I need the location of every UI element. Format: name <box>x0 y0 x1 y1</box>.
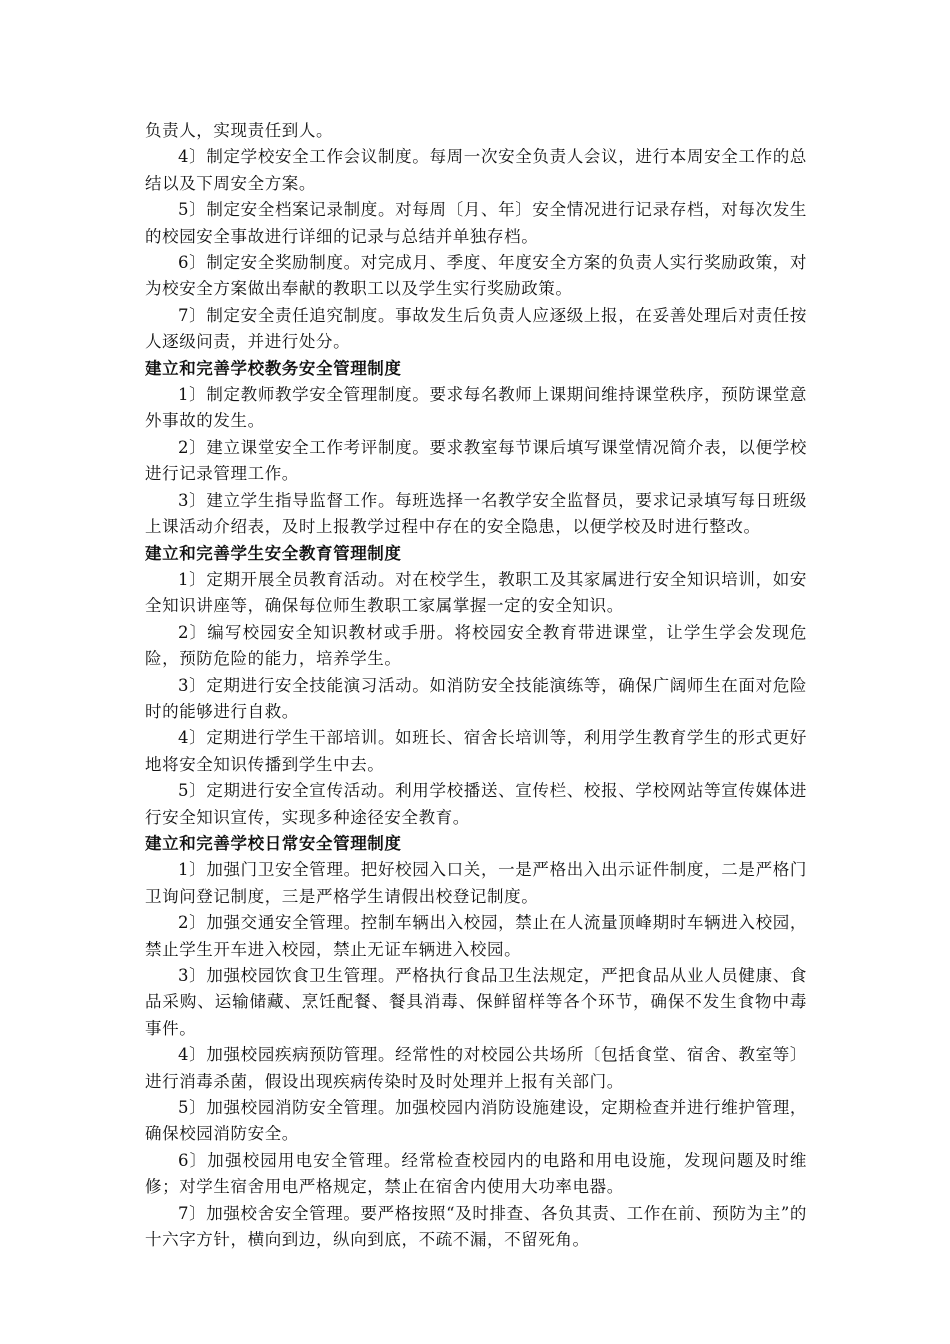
list-item: 2〕加强交通安全管理。控制车辆出入校园，禁止在人流量顶峰期时车辆进入校园，禁止学生开车进入校园，禁止无证车辆进入校园。 <box>145 913 807 959</box>
list-item: 1〕定期开展全员教育活动。对在校学生，教职工及其家属进行安全知识培训，如安全知识讲座等，确保每位师生教职工家属掌握一定的安全知识。 <box>145 569 807 616</box>
list-item: 5〕制定安全档案记录制度。对每周〔月、年〕安全情况进行记录存档，对每次发生的校园安全事故进行详细的记录与总结并单独存档。 <box>145 200 807 246</box>
list-item: 4〕制定学校安全工作会议制度。每周一次安全负责人会议，进行本周安全工作的总结以及下周安全方案。 <box>145 147 807 193</box>
section-heading: 建立和完善学校日常安全管理制度 <box>145 833 402 853</box>
list-item: 3〕建立学生指导监督工作。每班选择一名教学安全监督员，要求记录填写每日班级上课活动介绍表，及时上报教学过程中存在的安全隐患，以便学校及时进行整改。 <box>145 490 807 537</box>
list-item: 1〕加强门卫安全管理。把好校园入口关，一是严格出入出示证件制度，二是严格门卫询问登记制度，三是严格学生请假出校登记制度。 <box>145 860 807 906</box>
document-page <box>145 118 807 1253</box>
list-item: 7〕加强校舍安全管理。要严格按照“及时排查、各负其责、工作在前、预防为主”的十六字方针，横向到边，纵向到底，不疏不漏，不留死角。 <box>145 1203 807 1250</box>
list-item: 4〕定期进行学生干部培训。如班长、宿舍长培训等，利用学生教育学生的形式更好地将安全知识传播到学生中去。 <box>145 728 807 774</box>
list-item: 2〕建立课堂安全工作考评制度。要求教室每节课后填写课堂情况简介表，以便学校进行记录管理工作。 <box>145 437 807 484</box>
list-item: 3〕加强校园饮食卫生管理。严格执行食品卫生法规定，严把食品从业人员健康、食品采购、运输储藏、烹饪配餐、餐具消毒、保鲜留样等各个环节，确保不发生食物中毒事件。 <box>145 966 807 1038</box>
paragraph-continuation: 负责人，实现责任到人。 <box>145 121 334 140</box>
list-item: 6〕加强校园用电安全管理。经常检查校园内的电路和用电设施，发现问题及时维修；对学生宿舍用电严格规定，禁止在宿舍内使用大功率电器。 <box>145 1150 807 1197</box>
list-item: 5〕加强校园消防安全管理。加强校园内消防设施建设，定期检查并进行维护管理，确保校园消防安全。 <box>145 1098 807 1144</box>
list-item: 4〕加强校园疾病预防管理。经常性的对校园公共场所〔包括食堂、宿舍、教室等〕进行消毒杀菌，假设出现疾病传染时及时处理并上报有关部门。 <box>145 1045 807 1091</box>
section-heading: 建立和完善学生安全教育管理制度 <box>145 543 402 563</box>
list-item: 3〕定期进行安全技能演习活动。如消防安全技能演练等，确保广阔师生在面对危险时的能够进行自救。 <box>145 675 807 721</box>
list-item: 5〕定期进行安全宣传活动。利用学校播送、宣传栏、校报、学校网站等宣传媒体进行安全知识宣传，实现多种途径安全教育。 <box>145 781 807 827</box>
list-item: 2〕编写校园安全知识教材或手册。将校园安全教育带进课堂，让学生学会发现危险，预防危险的能力，培养学生。 <box>145 622 807 669</box>
section-heading: 建立和完善学校教务安全管理制度 <box>145 358 402 378</box>
list-item: 6〕制定安全奖励制度。对完成月、季度、年度安全方案的负责人实行奖励政策，对为校安全方案做出奉献的教职工以及学生实行奖励政策。 <box>145 253 807 299</box>
list-item: 1〕制定教师教学安全管理制度。要求每名教师上课期间维持课堂秩序，预防课堂意外事故的发生。 <box>145 385 807 431</box>
list-item: 7〕制定安全责任追究制度。事故发生后负责人应逐级上报，在妥善处理后对责任按人逐级问责，并进行处分。 <box>145 305 807 352</box>
